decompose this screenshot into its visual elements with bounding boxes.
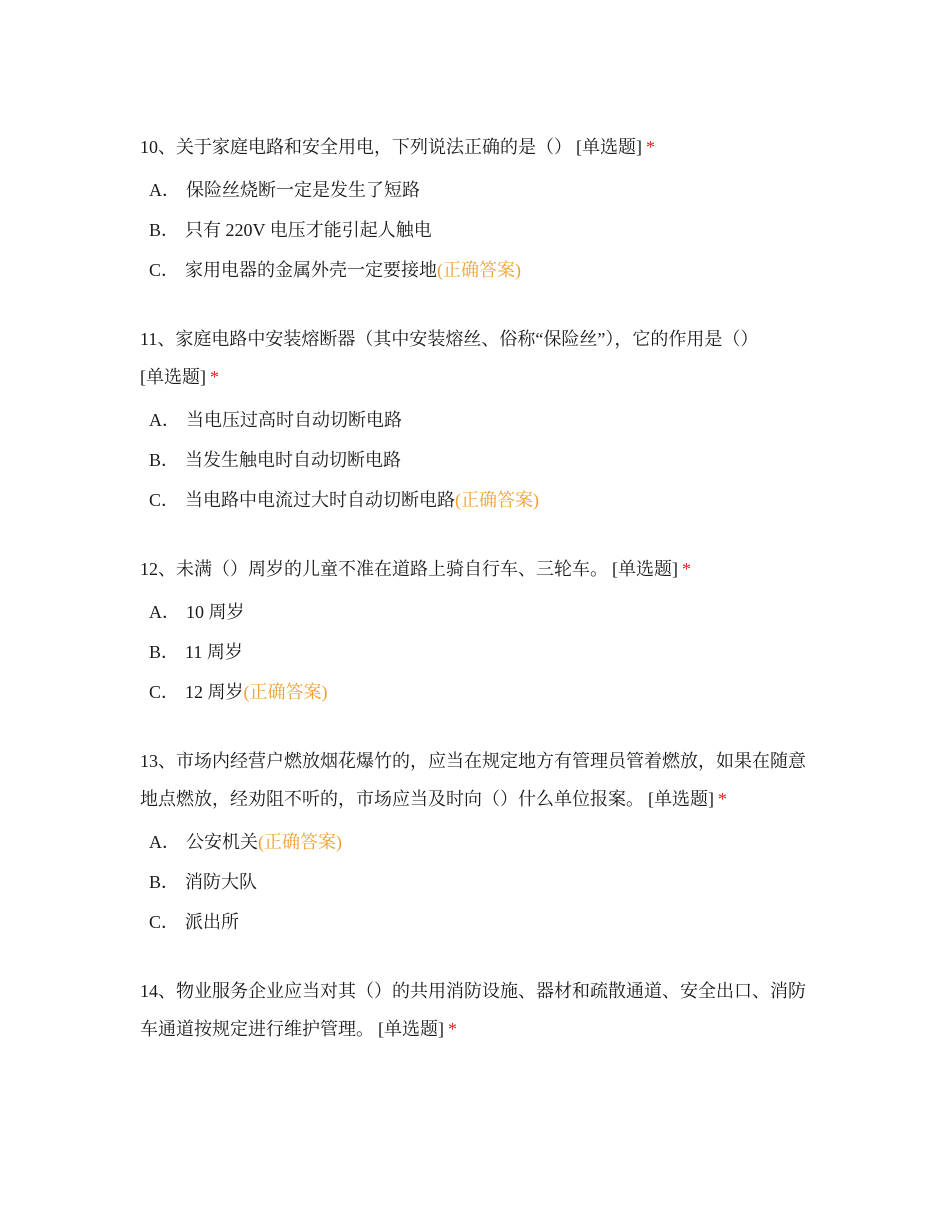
- question-title: [140, 550, 820, 588]
- question-number: 10、: [140, 137, 176, 157]
- correct-answer-label: (正确答案): [455, 490, 540, 510]
- option-list: [140, 592, 820, 712]
- option-text: 当电路中电流过大时自动切断电路: [185, 490, 456, 510]
- option-text: 家用电器的金属外壳一定要接地: [185, 260, 438, 280]
- option-letter: B．: [149, 642, 180, 662]
- option-text: 11 周岁: [185, 642, 243, 662]
- question-14: [140, 972, 820, 1048]
- question-number: 14、: [140, 981, 176, 1001]
- question-title: [140, 320, 820, 396]
- question-text: 未满（）周岁的儿童不准在道路上骑自行车、三轮车。: [176, 559, 608, 579]
- option-letter: A．: [149, 410, 180, 430]
- question-11: [140, 320, 820, 520]
- option-a[interactable]: [149, 400, 820, 440]
- option-letter: A．: [149, 832, 180, 852]
- question-type: [单选题]: [378, 1019, 444, 1039]
- question-title: [140, 742, 820, 818]
- required-marker: *: [718, 789, 727, 809]
- option-text: 公安机关: [186, 832, 258, 852]
- option-letter: C．: [149, 682, 180, 702]
- option-text: 12 周岁: [185, 682, 244, 702]
- correct-answer-label: (正确答案): [437, 260, 522, 280]
- option-list: [140, 822, 820, 942]
- question-12: [140, 550, 820, 712]
- question-10: [140, 128, 820, 290]
- option-text: 当发生触电时自动切断电路: [185, 450, 402, 470]
- question-text: 家庭电路中安装熔断器（其中安装熔丝、俗称“保险丝”），它的作用是（）: [175, 329, 759, 349]
- questionnaire-page: [140, 128, 820, 1078]
- question-type: [单选题]: [612, 559, 678, 579]
- option-text: 只有 220V 电压才能引起人触电: [185, 220, 432, 240]
- option-b[interactable]: [149, 632, 820, 672]
- question-type: [单选题]: [648, 789, 714, 809]
- option-text: 10 周岁: [186, 602, 245, 622]
- required-marker: *: [448, 1019, 457, 1039]
- option-b[interactable]: [149, 440, 820, 480]
- option-list: [140, 400, 820, 520]
- question-number: 11、: [140, 329, 176, 349]
- option-text: 当电压过高时自动切断电路: [186, 410, 402, 430]
- question-text: 关于家庭电路和安全用电，下列说法正确的是（）: [176, 137, 572, 157]
- option-letter: C．: [149, 260, 180, 280]
- option-letter: A．: [149, 602, 180, 622]
- option-a[interactable]: [149, 822, 820, 862]
- option-a[interactable]: [149, 592, 820, 632]
- correct-answer-label: (正确答案): [258, 832, 342, 852]
- question-text: 市场内经营户燃放烟花爆竹的，应当在规定地方有管理员管着燃放，如果在随意地点燃放，经劝阻不听的，市场应当及时向（）什么单位报案。: [140, 751, 806, 809]
- option-letter: B．: [149, 450, 180, 470]
- question-type: [单选题]: [576, 137, 642, 157]
- required-marker: *: [682, 559, 691, 579]
- question-13: [140, 742, 820, 942]
- option-letter: B．: [149, 220, 180, 240]
- option-a[interactable]: [149, 170, 820, 210]
- option-b[interactable]: [149, 210, 820, 250]
- option-letter: C．: [149, 490, 180, 510]
- option-c[interactable]: [149, 672, 820, 712]
- option-letter: C．: [149, 912, 180, 932]
- question-text: 物业服务企业应当对其（）的共用消防设施、器材和疏散通道、安全出口、消防车通道按规定进行维护管理。: [140, 981, 806, 1039]
- required-marker: *: [646, 137, 655, 157]
- question-type: [单选题]: [140, 367, 206, 387]
- required-marker: *: [210, 367, 219, 387]
- option-c[interactable]: [149, 250, 820, 290]
- option-text: 消防大队: [185, 872, 258, 892]
- option-letter: A．: [149, 180, 180, 200]
- option-text: 保险丝烧断一定是发生了短路: [186, 180, 420, 200]
- option-text: 派出所: [185, 912, 240, 932]
- question-title: [140, 972, 820, 1048]
- question-number: 12、: [140, 559, 176, 579]
- option-b[interactable]: [149, 862, 820, 902]
- option-c[interactable]: [149, 902, 820, 942]
- option-c[interactable]: [149, 480, 820, 520]
- option-letter: B．: [149, 872, 180, 892]
- correct-answer-label: (正确答案): [243, 682, 328, 702]
- question-number: 13、: [140, 751, 176, 771]
- option-list: [140, 170, 820, 290]
- question-title: [140, 128, 820, 166]
